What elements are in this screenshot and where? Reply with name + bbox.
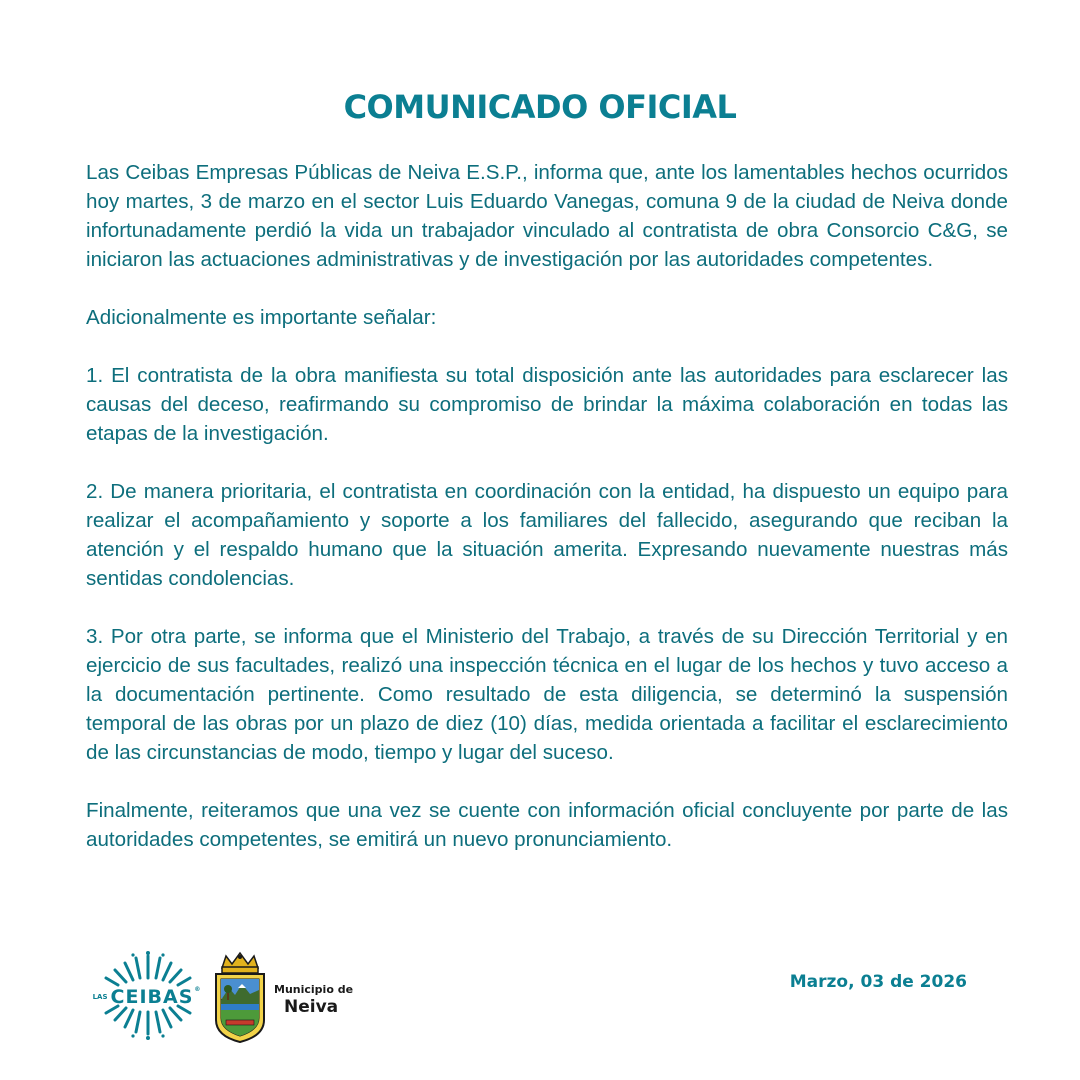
statement-date: Marzo, 03 de 2026	[789, 972, 967, 992]
las-ceibas-logo	[88, 950, 208, 1045]
ceibas-big-text: CEIBAS	[110, 986, 194, 1008]
statement-body	[86, 158, 1008, 883]
page-title: COMUNICADO OFICIAL	[343, 88, 737, 126]
paragraph-additional: Adicionalmente es importante señalar:	[86, 306, 437, 329]
ceibas-wordmark	[88, 986, 208, 1008]
paragraph-point-1: 1. El contratista de la obra manifiesta su total disposición ante las autoridades para esclarecer las causas del deceso, reafirmando su compromiso de brindar la máxima colaboración en todas las etapas de la investigación.	[86, 364, 1008, 445]
paragraph-intro: Las Ceibas Empresas Públicas de Neiva E.S.P., informa que, ante los lamentables hechos ocurridos hoy martes, 3 de marzo en el sector Luis Eduardo Vanegas, comuna 9 de la ciudad de Neiva donde infortunadamente perdió la vida un trabajador vinculado al contratista de obra Consorcio C&G, se iniciaron las actuaciones administrativas y de investigación por las autoridades competentes.	[86, 161, 1008, 271]
paragraph-closing: Finalmente, reiteramos que una vez se cuente con información oficial concluyente por parte de las autoridades competentes, se emitirá un nuevo pronunciamiento.	[86, 799, 1008, 851]
ceibas-small-text: LAS	[92, 993, 108, 1001]
paragraph-point-2: 2. De manera prioritaria, el contratista en coordinación con la entidad, ha dispuesto un equipo para realizar el acompañamiento y soporte a los familiares del fallecido, asegurando que reciban la atención y el respaldo humano que la situación amerita. Expresando nuevamente nuestras más sentidas condolencias.	[86, 480, 1008, 590]
registered-mark: ®	[194, 986, 201, 993]
municipio-neiva-label	[274, 983, 353, 1017]
municipio-line-2: Neiva	[284, 997, 339, 1017]
paragraph-point-3: 3. Por otra parte, se informa que el Ministerio del Trabajo, a través de su Dirección Territorial y en ejercicio de sus facultades, realizó una inspección técnica en el lugar de los hechos y tuvo acceso a la documentación pertinente. Como resultado de esta diligencia, se determinó la suspensión temporal de las obras por un plazo de diez (10) días, medida orientada a facilitar el esclarecimiento de las circunstancias de modo, tiempo y lugar del suceso.	[86, 625, 1008, 764]
municipio-line-1: Municipio de	[274, 983, 354, 996]
neiva-coat-of-arms-icon	[212, 950, 268, 1045]
